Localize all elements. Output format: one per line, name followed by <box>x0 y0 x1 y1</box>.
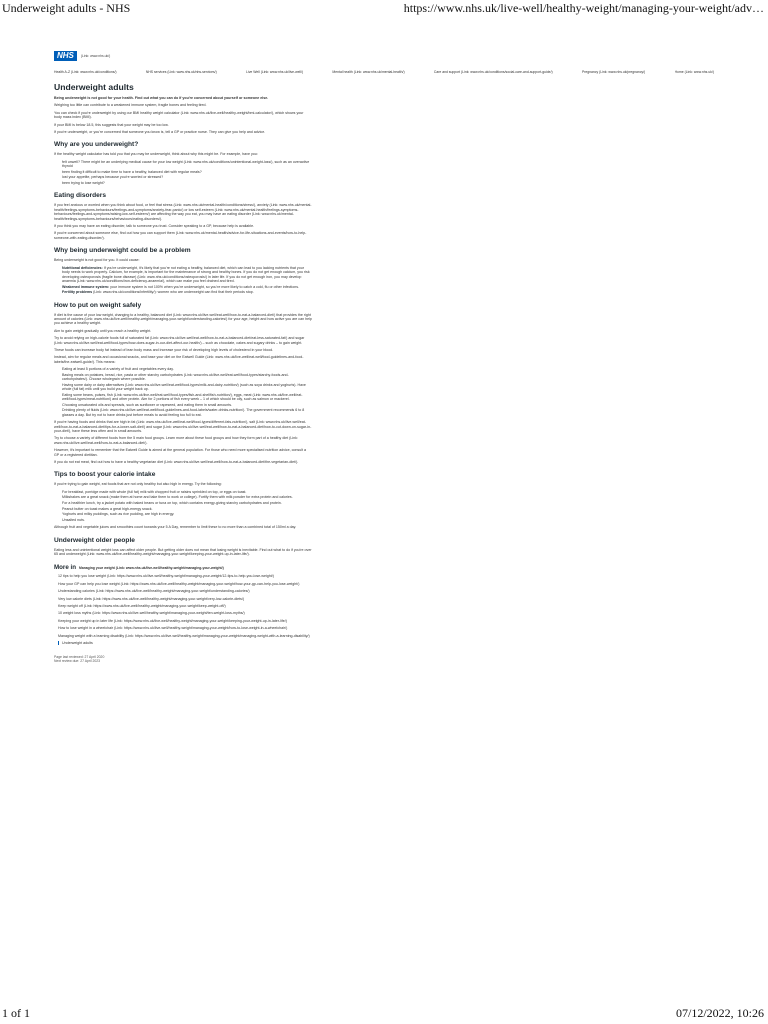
related-link[interactable]: Keep weight off (Link: https://www.nhs.uk/live-well/healthy-weight/managing-your-weight/keep-weight-off/) <box>58 604 226 609</box>
printed-page <box>54 50 714 995</box>
intro-paragraph: If you're underweight, or you're concerned that someone you know is, tell a GP or practice nurse. They can give you help and advice. <box>54 130 266 135</box>
section-heading-why: Why are you underweight? <box>54 141 139 149</box>
section-heading-tips: Tips to boost your calorie intake <box>54 471 156 479</box>
current-page-marker: Underweight adults <box>58 641 312 645</box>
nav-item-pregnancy[interactable]: Pregnancy (Link: www.nhs.uk/pregnancy/) <box>581 70 646 74</box>
print-footer <box>0 1006 768 1024</box>
nav-item-care-and-support[interactable]: Care and support (Link: www.nhs.uk/conditions/social-care-and-support-guide/) <box>433 70 553 74</box>
list-text: (Link: www.nhs.uk/conditions/infertility/): women who are underweight can find that their periods stop. <box>92 290 254 295</box>
section-heading-older-people: Underweight older people <box>54 536 135 544</box>
safely-paragraph: If you do not eat meat, find out how to have a healthy vegetarian diet (Link: www.nhs.uk/live-well/eat-well/how-to-eat-a-balanced-diet/the-vegetarian-diet/). <box>54 460 299 464</box>
safely-paragraph: Try to choose a variety of different foods from the 5 main food groups. Learn more about these food groups and how they form part of a healthy diet (Link: www.nhs.uk/live-well/eat-well/how-to-eat-a-balanced-diet/). <box>54 436 298 445</box>
lead-paragraph: Being underweight is not good for your health. Find out what you can do if you're concerned about yourself or someone else. <box>54 96 269 100</box>
related-link[interactable]: 12 tips to help you lose weight (Link: https://www.nhs.uk/live-well/healthy-weight/managing-your-weight/12-tips-to-help-you-lose-weight/) <box>58 574 274 579</box>
print-url: https://www.nhs.uk/live-well/healthy-weight/managing-your-weight/adv… <box>403 1 764 15</box>
related-link[interactable]: How your GP can help you lose weight (Link: https://www.nhs.uk/live-well/healthy-weight/managing-your-weight/how-your-gp-can-help-you-lose-weight/) <box>58 581 300 586</box>
main-nav <box>54 70 714 74</box>
list-item <box>62 285 312 289</box>
list-item: • Yoghurts and milky puddings, such as rice pudding, are high in energy. <box>62 512 312 516</box>
list-item: • Milkshakes are a great snack (make them at home and take them to work or college). Fortify them with milk powder for extra protein and calories. <box>62 495 312 499</box>
related-link[interactable]: 10 weight loss myths (Link: https://www.nhs.uk/live-well/healthy-weight/managing-your-weight/ten-weight-loss-myths/) <box>58 611 245 616</box>
more-in-list <box>54 574 312 645</box>
problem-intro: Being underweight is not good for you. It could cause: <box>54 258 140 263</box>
print-date: 07/12/2022, 10:26 <box>675 1006 764 1020</box>
print-title: Underweight adults - NHS <box>2 1 131 15</box>
nhs-logo[interactable]: NHS <box>54 51 77 61</box>
list-item <box>62 266 312 284</box>
list-text: your immune system is not 100% when you're underweight, so you're more likely to catch a cold, flu or other infections. <box>109 284 300 289</box>
nav-item-health-a-z[interactable]: Health A-Z (Link: www.nhs.uk/conditions/) <box>54 70 117 74</box>
list-term: Fertility problems <box>62 290 93 295</box>
section-heading-problem: Why being underweight could be a problem <box>54 247 191 255</box>
why-intro: If the healthy weight calculator has told you that you may be underweight, think about why this might be. For example, have you: <box>54 152 258 157</box>
tips-list <box>54 490 312 522</box>
older-paragraph: Eating less and unintentional weight loss can affect older people. But getting older does not mean that losing weight is inevitable. Find out what to do if you're over 65 and underweight (Link: www.nhs.uk/live-well/healthy-weight/managing-your-weight/keeping-your-weight-up-in-later-life/). <box>54 547 312 556</box>
list-item <box>62 290 312 294</box>
list-item: • been trying to lose weight? <box>62 181 312 185</box>
safely-paragraph: Try to avoid relying on high-calorie foods full of saturated fat (Link: www.nhs.uk/live-well/eat-well/how-to-eat-a-balanced-diet/eat-less-saturated-fat/) and sugar (Link: www.nhs.uk/live-well/eat-well/food-types/how-does-sugar-in-our-diet-affect-our-health/) – such as chocolate, cakes and sugary drinks – to gain weight. <box>54 336 305 345</box>
related-link[interactable]: Very low calorie diets (Link: https://www.nhs.uk/live-well/healthy-weight/managing-your-weight/very-low-calorie-diets/) <box>58 596 245 601</box>
list-item: • Having some dairy or dairy alternatives (Link: www.nhs.uk/live-well/eat-well/food-types/milk-and-dairy-nutrition/) (such as soya drinks and yoghurts). Have whole (full fat) milk until you build your weight back up. <box>62 383 312 392</box>
list-item: • been finding it difficult to make time to have a healthy, balanced diet with regular meals? <box>62 170 312 174</box>
intro-paragraph: Weighing too little can contribute to a weakened immune system, fragile bones and feeling tired. <box>54 103 207 108</box>
intro-paragraph: You can check if you're underweight by using our BMI healthy weight calculator (Link: www.nhs.uk/live-well/healthy-weight/bmi-calculator/), which shows your body mass index (BMI). <box>54 110 304 120</box>
eating-paragraph: If you think you may have an eating disorder, talk to someone you trust. Consider speaking to a GP, because help is available. <box>54 224 255 229</box>
more-in-heading-row <box>54 564 312 571</box>
section-heading-eating-disorders: Eating disorders <box>54 192 107 200</box>
related-link[interactable]: Understanding calories (Link: https://www.nhs.uk/live-well/healthy-weight/managing-your-weight/understanding-calories/) <box>58 589 250 594</box>
more-in-heading: More in <box>54 564 77 572</box>
tips-outro: Although fruit and vegetable juices and smoothies count towards your 5 A Day, remember to limit these to no more than a combined total of 150ml a day. <box>54 525 297 530</box>
safely-paragraph: If diet is the cause of your low weight, changing to a healthy, balanced diet (Link: www.nhs.uk/live-well/eat-well/how-to-eat-a-balanced-diet/) that provides the right amount of calories (Link: www.nhs.uk/live-well/healthy-weight/managing-your-weight/understanding-calories/) for your age, height and how active you are can help you achieve a healthy weight. <box>54 312 312 326</box>
print-page-number: 1 of 1 <box>2 1006 30 1020</box>
eatwell-list <box>54 367 312 417</box>
related-link[interactable]: Keeping your weight up in later life (Link: https://www.nhs.uk/live-well/healthy-weight/managing-your-weight/keeping-your-weight-up-in-later-life/) <box>58 618 287 623</box>
list-item: • felt unwell? There might be an underlying medical cause for your low weight (Link: www.nhs.uk/conditions/unintentional-weight-loss/), such as an overactive thyroid <box>62 160 312 169</box>
list-item: • Basing meals on potatoes, bread, rice, pasta or other starchy carbohydrates (Link: www.nhs.uk/live-well/eat-well/food-types/starchy-foods-and-carbohydrates/). Choose wholegrain where possible. <box>62 373 312 382</box>
list-item: • Peanut butter on toast makes a great high-energy snack. <box>62 507 312 511</box>
related-link[interactable]: How to lose weight in a wheelchair (Link: https://www.nhs.uk/live-well/healthy-weight/managing-your-weight/how-to-lose-weight-in-a-wheelchair/) <box>58 626 288 631</box>
list-item: • lost your appetite, perhaps because you're worried or stressed? <box>62 175 312 179</box>
eating-paragraph: If you're concerned about someone else, find out how you can support them (Link: www.nhs.uk/mental-health/advice-for-life-situations-and-events/how-to-help-someone-with-eating-disorder/). <box>54 231 307 240</box>
problem-list <box>54 266 312 295</box>
safely-paragraph: Instead, aim for regular meals and occasional snacks, and base your diet on the Eatwell Guide (Link: www.nhs.uk/live-well/eat-well/food-guidelines-and-food-labels/the-eatwell-guide/). This means: <box>54 355 304 364</box>
safely-paragraph: Aim to gain weight gradually until you reach a healthy weight. <box>54 328 152 333</box>
tips-intro: If you're trying to gain weight, eat foods that are not only healthy but also high in energy. Try the following: <box>54 482 222 487</box>
list-item: • Eating at least 5 portions of a variety of fruit and vegetables every day. <box>62 367 312 371</box>
nav-item-nhs-services[interactable]: NHS services (Link: www.nhs.uk/nhs-services/) <box>145 70 217 74</box>
last-reviewed: Page last reviewed: 27 April 2020 <box>54 655 105 660</box>
more-in-link[interactable]: Managing your weight (Link: www.nhs.uk/live-well/healthy-weight/managing-your-weight/) <box>79 566 224 571</box>
next-review: Next review due: 27 April 2023 <box>54 659 100 664</box>
logo-link-text: (Link: www.nhs.uk/) <box>80 53 111 58</box>
print-header <box>0 0 768 20</box>
safely-paragraph: However, it's important to remember that the Eatwell Guide is aimed at the general population. For those who need more specialised nutrition advice, consult a GP or a registered dietitian. <box>54 448 306 457</box>
safely-paragraph: These foods can increase body fat instead of lean body mass and increase your risk of developing high levels of cholesterol in your blood. <box>54 347 274 352</box>
list-term: Nutritional deficiencies: <box>62 265 103 270</box>
page-title: Underweight adults <box>54 82 134 92</box>
list-item: • Unsalted nuts. <box>62 518 312 522</box>
safely-paragraph: If you're having foods and drinks that are high in fat (Link: www.nhs.uk/live-well/eat-well/food-types/different-fats-nutrition/), salt (Link: www.nhs.uk/live-well/eat-well/how-to-eat-a-balanced-diet/tips-for-a-lower-salt-diet/) and sugar (Link: www.nhs.uk/live-well/eat-well/how-to-eat-a-balanced-diet/how-to-cut-down-on-sugar-in-your-diet/), have these less often and in small amounts. <box>54 420 312 433</box>
eating-paragraph: If you feel anxious or worried when you think about food, or feel that stress (Link: www.nhs.uk/mental-health/conditions/stress/), anxiety (Link: www.nhs.uk/mental-health/feelings-symptoms-behaviours/feelings-and-symptoms/anxiety-fear-panic/) or low self-esteem (Link: www.nhs.uk/mental-health/feelings-symptoms-behaviours/feelings-and-symptoms/raising-low-self-esteem/) are affecting the way you eat, you may have an eating disorder (Link: www.nhs.uk/mental-health/feelings-symptoms-behaviours/behaviours/eating-disorders/). <box>54 203 312 221</box>
list-item: • Eating some beans, pulses, fish (Link: www.nhs.uk/live-well/eat-well/food-types/fish-and-shellfish-nutrition/), eggs, meat (Link: www.nhs.uk/live-well/eat-well/food-types/meat-nutrition/) and other protein. Aim for 2 portions of fish every week – 1 of which should be oily, such as salmon or mackerel. <box>62 393 312 402</box>
section-heading-put-on-weight: How to put on weight safely <box>54 301 142 309</box>
list-item: • Choosing unsaturated oils and spreads, such as sunflower or rapeseed, and eating them in small amounts. <box>62 403 312 407</box>
list-text: If you're underweight, it's likely that you're not eating a healthy, balanced diet, which can lead to you lacking nutrients that your body needs to work properly. Calcium, for example, is important for the maintenance of strong and healthy bones. If you do not get enough calcium, you risk developing osteoporosis (fragile bone disease) (Link: www.nhs.uk/conditions/osteoporosis/) in later life. If you do not get enough iron, you may develop anaemia (Link: www.nhs.uk/conditions/iron-deficiency-anaemia/), which can make you feel drained and tired. <box>62 265 310 283</box>
related-link[interactable]: Managing weight with a learning disability (Link: https://www.nhs.uk/live-well/healthy-weight/managing-your-weight/managing-weight-with-a-learning-disability/) <box>58 633 310 638</box>
list-item: • For a healthier lunch, try a jacket potato with baked beans or tuna on top, which contains energy-giving starchy carbohydrates and protein. <box>62 501 312 505</box>
intro-paragraph: If your BMI is below 18.5, this suggests that your weight may be too low. <box>54 122 169 127</box>
review-dates <box>54 655 312 663</box>
list-item: • Drinking plenty of fluids (Link: www.nhs.uk/live-well/eat-well/food-guidelines-and-food-labels/water-drinks-nutrition/). The government recommends 6 to 8 glasses a day. But try not to have drinks just before meals to avoid feeling too full to eat. <box>62 408 312 417</box>
nav-item-live-well[interactable]: Live Well (Link: www.nhs.uk/live-well/) <box>246 70 304 74</box>
nav-item-mental-health[interactable]: Mental health (Link: www.nhs.uk/mental-health/) <box>332 70 405 74</box>
list-item: • For breakfast, porridge made with whole (full fat) milk with chopped fruit or raisins sprinkled on top, or eggs on toast. <box>62 490 312 494</box>
logo-row <box>54 50 714 62</box>
nav-item-home[interactable]: Home (Link: www.nhs.uk/) <box>674 70 714 74</box>
list-term: Weakened immune system: <box>62 284 110 289</box>
why-list <box>54 160 312 186</box>
article <box>54 82 312 663</box>
